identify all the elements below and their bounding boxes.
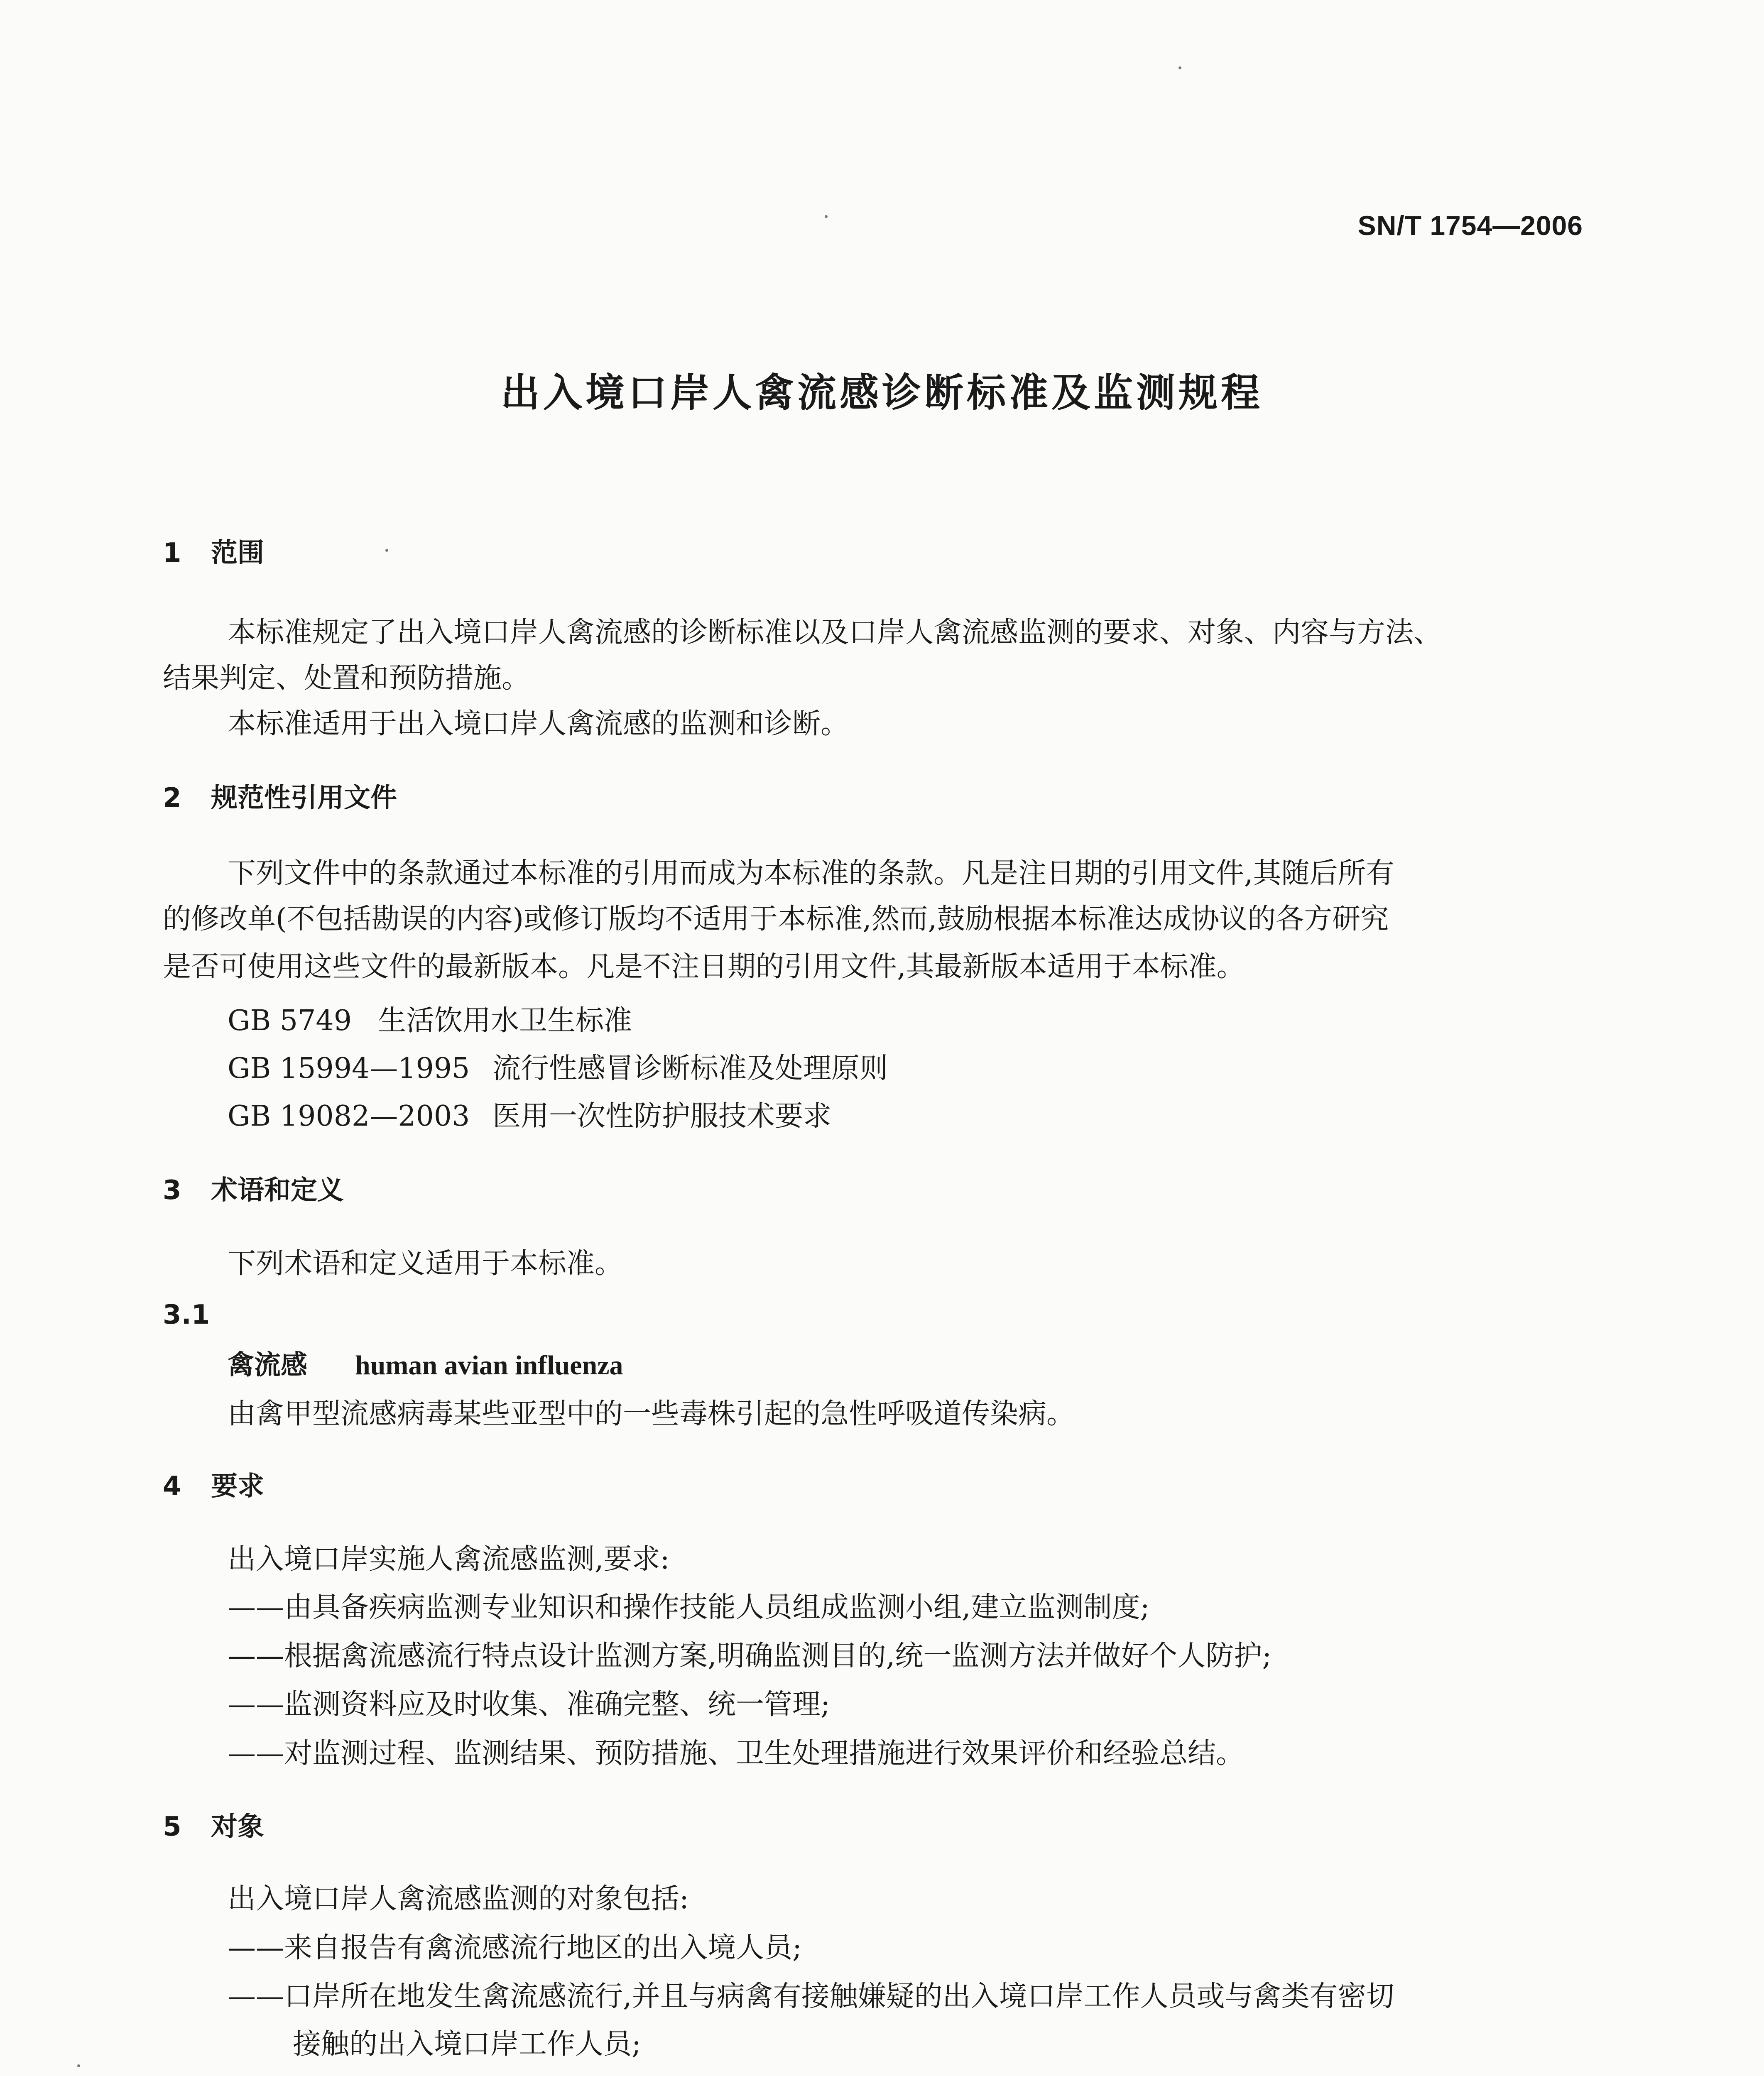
section-1-number: 1 bbox=[163, 538, 181, 568]
scan-speck bbox=[385, 549, 388, 552]
section-3-heading: 术语和定义 bbox=[211, 1175, 344, 1206]
section-2-heading: 规范性引用文件 bbox=[211, 783, 397, 813]
section-3-paragraph-1: 下列术语和定义适用于本标准。 bbox=[228, 1247, 623, 1280]
target-item-continuation: 接触的出入境口岸工作人员; bbox=[293, 2028, 641, 2061]
section-2-number: 2 bbox=[163, 783, 181, 813]
section-5-heading: 对象 bbox=[211, 1812, 264, 1842]
section-3-number: 3 bbox=[163, 1175, 181, 1206]
section-5-number: 5 bbox=[163, 1812, 181, 1842]
term-definition: 由禽甲型流感病毒某些亚型中的一些毒株引起的急性呼吸道传染病。 bbox=[228, 1398, 1075, 1430]
section-4-heading: 要求 bbox=[211, 1471, 264, 1502]
section-1-paragraph-1b: 结果判定、处置和预防措施。 bbox=[163, 662, 530, 695]
reference-code: GB 19082—2003 bbox=[228, 1100, 470, 1133]
reference-code: GB 5749 bbox=[228, 1004, 352, 1037]
requirement-item: ——对监测过程、监测结果、预防措施、卫生处理措施进行效果评价和经验总结。 bbox=[228, 1737, 1245, 1770]
scan-speck bbox=[825, 215, 828, 218]
section-2-paragraph-1b: 的修改单(不包括勘误的内容)或修订版均不适用于本标准,然而,鼓励根据本标准达成协议的各方研究 bbox=[163, 903, 1389, 935]
document-title: 出入境口岸人禽流感诊断标准及监测规程 bbox=[500, 370, 1263, 416]
section-4-intro: 出入境口岸实施人禽流感监测,要求: bbox=[228, 1543, 670, 1576]
section-2-paragraph-1a: 下列文件中的条款通过本标准的引用而成为本标准的条款。凡是注日期的引用文件,其随后所有 bbox=[228, 857, 1394, 890]
standard-number: SN/T 1754—2006 bbox=[1357, 210, 1583, 241]
reference-name: 流行性感冒诊断标准及处理原则 bbox=[492, 1052, 888, 1085]
reference-code: GB 15994—1995 bbox=[228, 1052, 470, 1085]
target-item: ——口岸所在地发生禽流感流行,并且与病禽有接触嫌疑的出入境口岸工作人员或与禽类有密切 bbox=[228, 1980, 1394, 2013]
section-1-heading: 范围 bbox=[211, 538, 264, 568]
requirement-item: ——由具备疾病监测专业知识和操作技能人员组成监测小组,建立监测制度; bbox=[228, 1591, 1150, 1624]
section-1-paragraph-2: 本标准适用于出入境口岸人禽流感的监测和诊断。 bbox=[228, 708, 849, 740]
reference-name: 生活饮用水卫生标准 bbox=[378, 1004, 632, 1037]
section-1-paragraph-1a: 本标准规定了出入境口岸人禽流感的诊断标准以及口岸人禽流感监测的要求、对象、内容与方法、 bbox=[228, 616, 1442, 649]
subsection-3-1-number: 3.1 bbox=[163, 1300, 210, 1330]
term-chinese: 禽流感 bbox=[228, 1350, 307, 1381]
target-item: ——来自报告有禽流感流行地区的出入境人员; bbox=[228, 1932, 802, 1964]
scan-speck bbox=[77, 2064, 80, 2067]
term-english: human avian influenza bbox=[355, 1350, 623, 1381]
requirement-item: ——根据禽流感流行特点设计监测方案,明确监测目的,统一监测方法并做好个人防护; bbox=[228, 1640, 1272, 1672]
section-5-intro: 出入境口岸人禽流感监测的对象包括: bbox=[228, 1883, 689, 1915]
section-2-paragraph-1c: 是否可使用这些文件的最新版本。凡是不注日期的引用文件,其最新版本适用于本标准。 bbox=[163, 950, 1245, 983]
requirement-item: ——监测资料应及时收集、准确完整、统一管理; bbox=[228, 1688, 830, 1721]
section-4-number: 4 bbox=[163, 1471, 181, 1502]
reference-name: 医用一次性防护服技术要求 bbox=[492, 1100, 832, 1133]
scan-speck bbox=[1178, 66, 1181, 69]
